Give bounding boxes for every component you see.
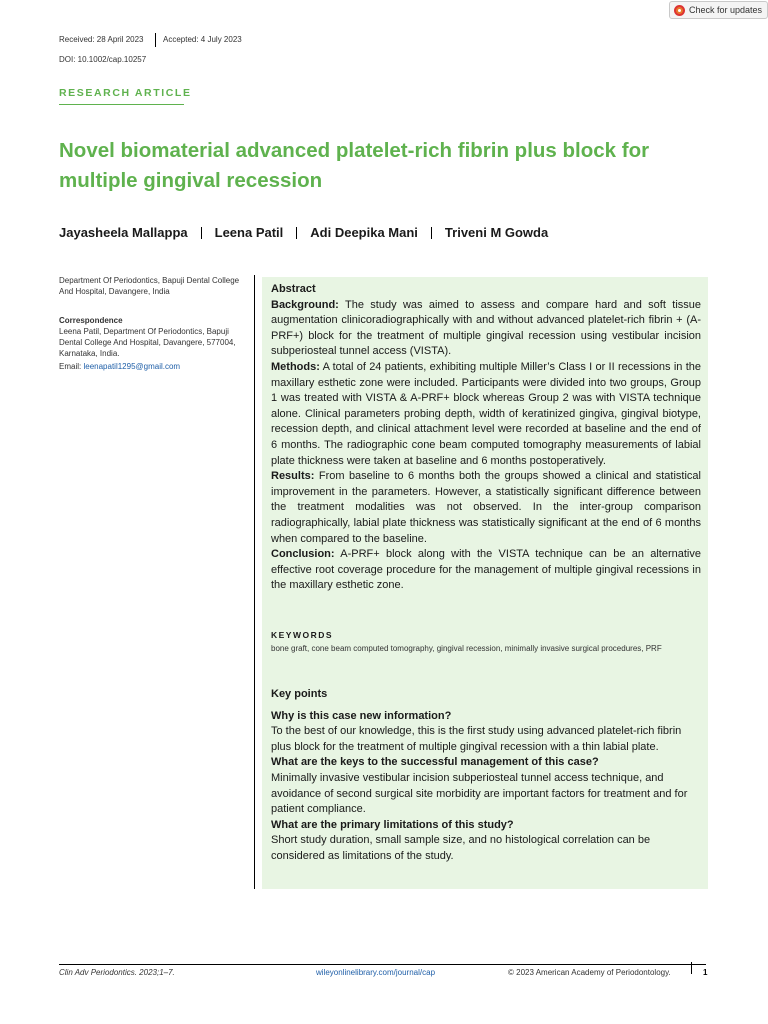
article-title: Novel biomaterial advanced platelet-rich fibrin plus block for multiple gingival recession xyxy=(59,139,650,192)
author-separator xyxy=(431,227,432,239)
header-separator xyxy=(155,33,156,47)
methods-label: Methods: xyxy=(271,360,320,373)
correspondence-address: Leena Patil, Department Of Periodontics, Bapuji Dental College And Hospital, Davangere, 577004, Karnataka, India. xyxy=(59,327,236,358)
key-point-answer: Minimally invasive vestibular incision subperiosteal tunnel access technique, and avoidance of second surgical site morbidity are important factors for treatment and for patient compliance. xyxy=(271,771,688,816)
doi[interactable]: DOI: 10.1002/cap.10257 xyxy=(59,55,147,64)
column-divider xyxy=(254,275,255,889)
keywords-list: bone graft, cone beam computed tomography, gingival recession, minimally invasive surgical procedures, PRF xyxy=(271,644,662,653)
results-label: Results: xyxy=(271,470,315,483)
email-link[interactable]: leenapatil1295@gmail.com xyxy=(83,362,181,371)
conclusion-label: Conclusion: xyxy=(271,548,335,561)
crossmark-icon xyxy=(674,5,685,16)
results-text: From baseline to 6 months both the groups showed a clinical and statistical improvement in the parameters. However, a statistically significant difference between the treatment modalities was not observed. In the inter-group comparison radiographically, labial plate thickness was statistically significant at the end of 6 months when compared to the baseline. xyxy=(271,470,701,545)
key-point-question: What are the primary limitations of this study? xyxy=(271,818,514,831)
email-label: Email: xyxy=(59,362,82,371)
methods-text: A total of 24 patients, exhibiting multiple Miller’s Class I or II recessions in the maxillary esthetic zone were included. Participants were divided into two groups, Group 1 was treated with VISTA & A-PRF+ block whereas Group 2 was with VISTA technique alone. Clinical parameters probing depth, width of keratinized gingiva, gingival biotype, recession depth, and clinical attachment level were recorded at baseline and the end of 6 months. The radiographic cone beam computed tomography measurements of labial plate thickness were taken at baseline and 6 months postoperatively. xyxy=(271,360,701,467)
keywords-heading: KEYWORDS xyxy=(271,630,334,640)
author-name[interactable]: Adi Deepika Mani xyxy=(310,225,418,240)
check-for-updates-label: Check for updates xyxy=(689,5,763,15)
author-name[interactable]: Jayasheela Mallappa xyxy=(59,225,188,240)
correspondence-email-line xyxy=(59,362,180,371)
conclusion-text: A-PRF+ block along with the VISTA technique can be an alternative effective root coverage procedure for the management of multiple gingival recessions in the maxillary esthetic zone. xyxy=(271,548,701,592)
section-underline xyxy=(59,104,184,105)
accepted-date: Accepted: 4 July 2023 xyxy=(163,35,242,44)
abstract-heading: Abstract xyxy=(271,283,316,295)
author-separator xyxy=(296,227,297,239)
author-name[interactable]: Triveni M Gowda xyxy=(444,225,549,240)
footer-separator xyxy=(691,962,692,974)
key-point-answer: Short study duration, small sample size, and no histological correlation can be considered as limitations of the study. xyxy=(271,834,651,862)
correspondence-heading: Correspondence xyxy=(59,316,123,325)
copyright: © 2023 American Academy of Periodontology. xyxy=(508,968,671,977)
key-points xyxy=(271,687,701,865)
abstract-results xyxy=(271,469,701,547)
key-point-question: Why is this case new information? xyxy=(271,709,452,722)
author-name[interactable]: Leena Patil xyxy=(214,225,284,240)
background-text: The study was aimed to assess and compare hard and soft tissue augmentation clinicoradiographically with and without advanced platelet-rich fibrin + (A-PRF+) block for the treatment of multiple gingival recession using vestibular incision subperiosteal tunnel access (VISTA). xyxy=(271,298,702,358)
journal-citation: Clin Adv Periodontics. 2023;1–7. xyxy=(59,968,175,977)
abstract xyxy=(271,282,701,594)
key-points-heading: Key points xyxy=(271,688,328,700)
check-for-updates-button[interactable] xyxy=(669,1,768,19)
footer-rule xyxy=(59,964,706,965)
key-point-answer: To the best of our knowledge, this is the first study using advanced platelet-rich fibrin plus block for the treatment of multiple gingival recession with a thin labial plate. xyxy=(271,725,682,753)
abstract-conclusion xyxy=(271,547,701,594)
author-separator xyxy=(201,227,202,239)
section-label: RESEARCH ARTICLE xyxy=(59,87,192,99)
journal-url-link[interactable]: wileyonlinelibrary.com/journal/cap xyxy=(316,968,436,977)
background-label: Background: xyxy=(271,298,339,311)
received-date: Received: 28 April 2023 xyxy=(59,35,144,44)
page-number: 1 xyxy=(703,968,708,977)
abstract-methods xyxy=(271,360,701,469)
affiliation: Department Of Periodontics, Bapuji Dental College And Hospital, Davangere, India xyxy=(59,276,240,296)
abstract-background xyxy=(271,298,701,360)
abstract-box xyxy=(262,277,708,889)
author-list xyxy=(59,225,548,240)
key-point-question: What are the keys to the successful management of this case? xyxy=(271,756,599,769)
